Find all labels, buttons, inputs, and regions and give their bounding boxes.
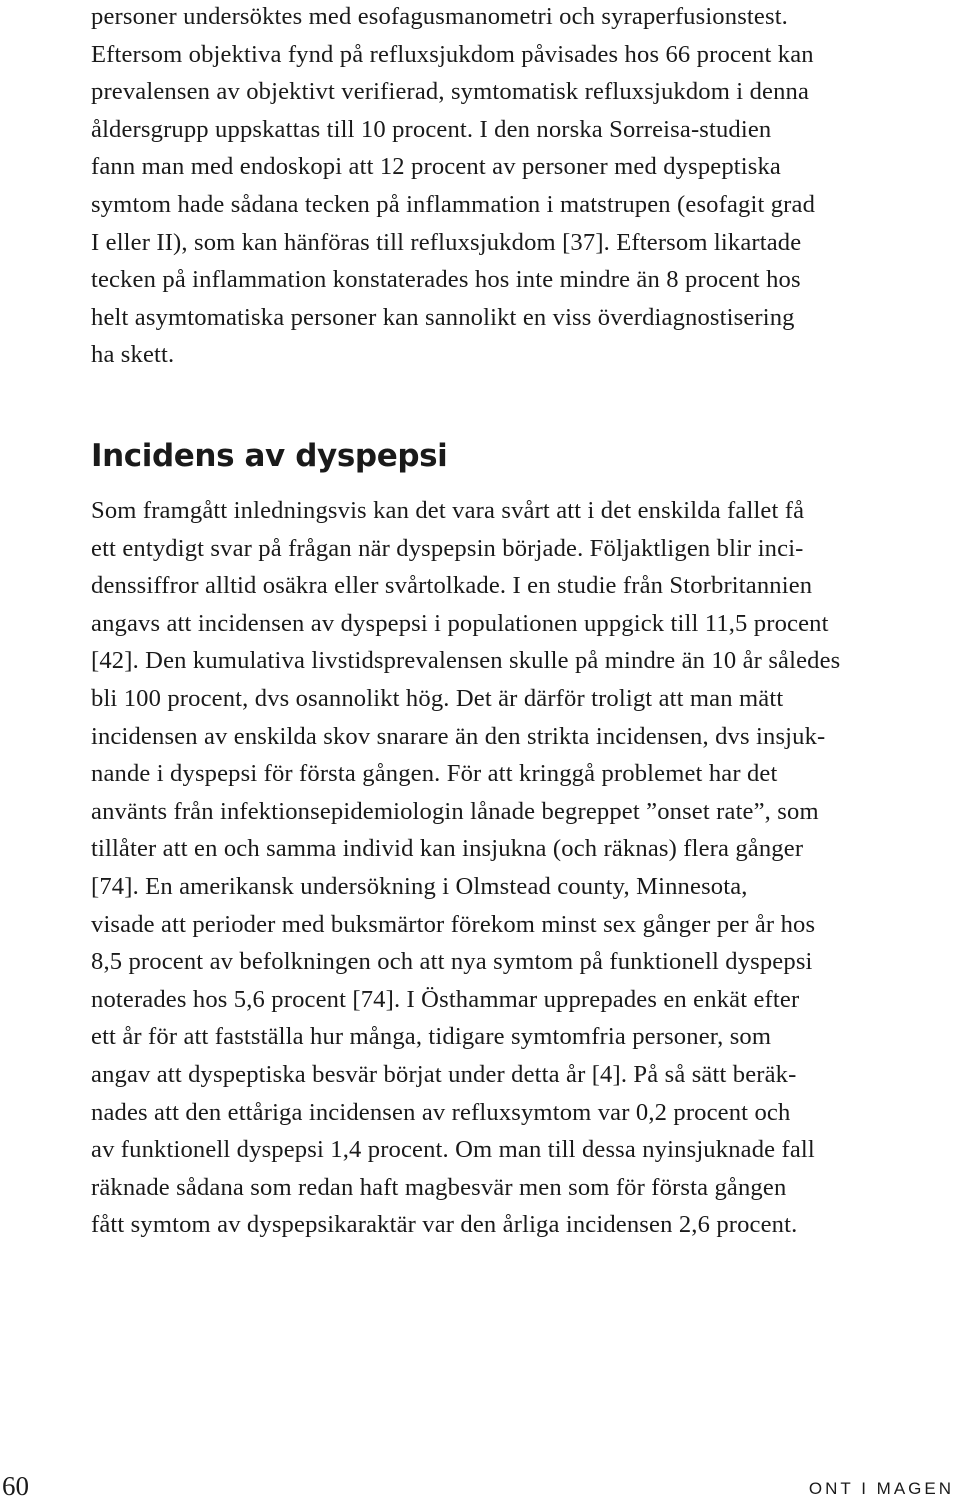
text-line: nades att den ettåriga incidensen av refluxsymtom var 0,2 procent och	[91, 1098, 791, 1126]
text-line: symtom hade sådana tecken på inflammation i matstrupen (esofagit grad	[91, 190, 816, 218]
body-paragraph	[91, 0, 815, 374]
text-line: Eftersom objektiva fynd på refluxsjukdom påvisades hos 66 procent kan	[91, 40, 814, 68]
text-line: personer undersöktes med esofagusmanometri och syraperfusionstest.	[91, 3, 788, 30]
text-line: av funktionell dyspepsi 1,4 procent. Om man till dessa nyinsjuknade fall	[91, 1136, 815, 1164]
page-number: 60	[2, 1471, 29, 1501]
text-line: fått symtom av dyspepsikaraktär var den årliga incidensen 2,6 procent.	[91, 1211, 798, 1239]
text-line: ha skett.	[91, 341, 175, 369]
text-line: [74]. En amerikansk undersökning i Olmstead county, Minnesota,	[91, 872, 748, 900]
text-line: ett entydigt svar på frågan när dyspepsin började. Följaktligen blir inci-	[91, 534, 804, 562]
text-line: prevalensen av objektivt verifierad, symtomatisk refluxsjukdom i denna	[91, 78, 810, 106]
text-line: [42]. Den kumulativa livstidsprevalensen skulle på mindre än 10 år således	[91, 647, 841, 675]
text-line: denssiffror alltid osäkra eller svårtolkade. I en studie från Storbritannien	[91, 572, 813, 600]
text-line: 8,5 procent av befolkningen och att nya symtom på funktionell dyspepsi	[91, 948, 813, 976]
text-line: incidensen av enskilda skov snarare än den strikta incidensen, dvs insjuk-	[91, 722, 826, 750]
body-paragraph	[91, 492, 840, 1244]
text-line: använts från infektionsepidemiologin lånade begreppet ”onset rate”, som	[91, 797, 819, 825]
text-line: nande i dyspepsi för första gången. För att kringgå problemet har det	[91, 760, 778, 788]
text-line: helt asymtomatiska personer kan sannolikt en viss överdiagnostisering	[91, 303, 795, 331]
section-heading: Incidens av dyspepsi	[91, 438, 448, 474]
text-line: angavs att incidensen av dyspepsi i populationen uppgick till 11,5 procent	[91, 609, 829, 637]
text-line: räknade sådana som redan haft magbesvär men som för första gången	[91, 1173, 787, 1201]
text-line: Som framgått inledningsvis kan det vara svårt att i det enskilda fallet få	[91, 497, 805, 524]
text-line: fann man med endoskopi att 12 procent av personer med dyspeptiska	[91, 153, 781, 181]
text-line: tecken på inflammation konstaterades hos inte mindre än 8 procent hos	[91, 266, 801, 294]
text-line: visade att perioder med buksmärtor förekom minst sex gånger per år hos	[91, 910, 816, 938]
text-line: bli 100 procent, dvs osannolikt hög. Det är därför troligt att man mätt	[91, 684, 784, 712]
text-line: I eller II), som kan hänföras till refluxsjukdom [37]. Eftersom likartade	[91, 228, 802, 256]
text-line: angav att dyspeptiska besvär börjat under detta år [4]. På så sätt beräk-	[91, 1060, 797, 1088]
text-line: tillåter att en och samma individ kan insjukna (och räknas) flera gånger	[91, 835, 804, 863]
text-line: åldersgrupp uppskattas till 10 procent. I den norska Sorreisa-studien	[91, 115, 772, 143]
text-line: noterades hos 5,6 procent [74]. I Östhammar upprepades en enkät efter	[91, 985, 800, 1013]
text-line: ett år för att fastställa hur många, tidigare symtomfria personer, som	[91, 1023, 772, 1051]
running-title: ONT I MAGEN	[808, 1479, 954, 1498]
